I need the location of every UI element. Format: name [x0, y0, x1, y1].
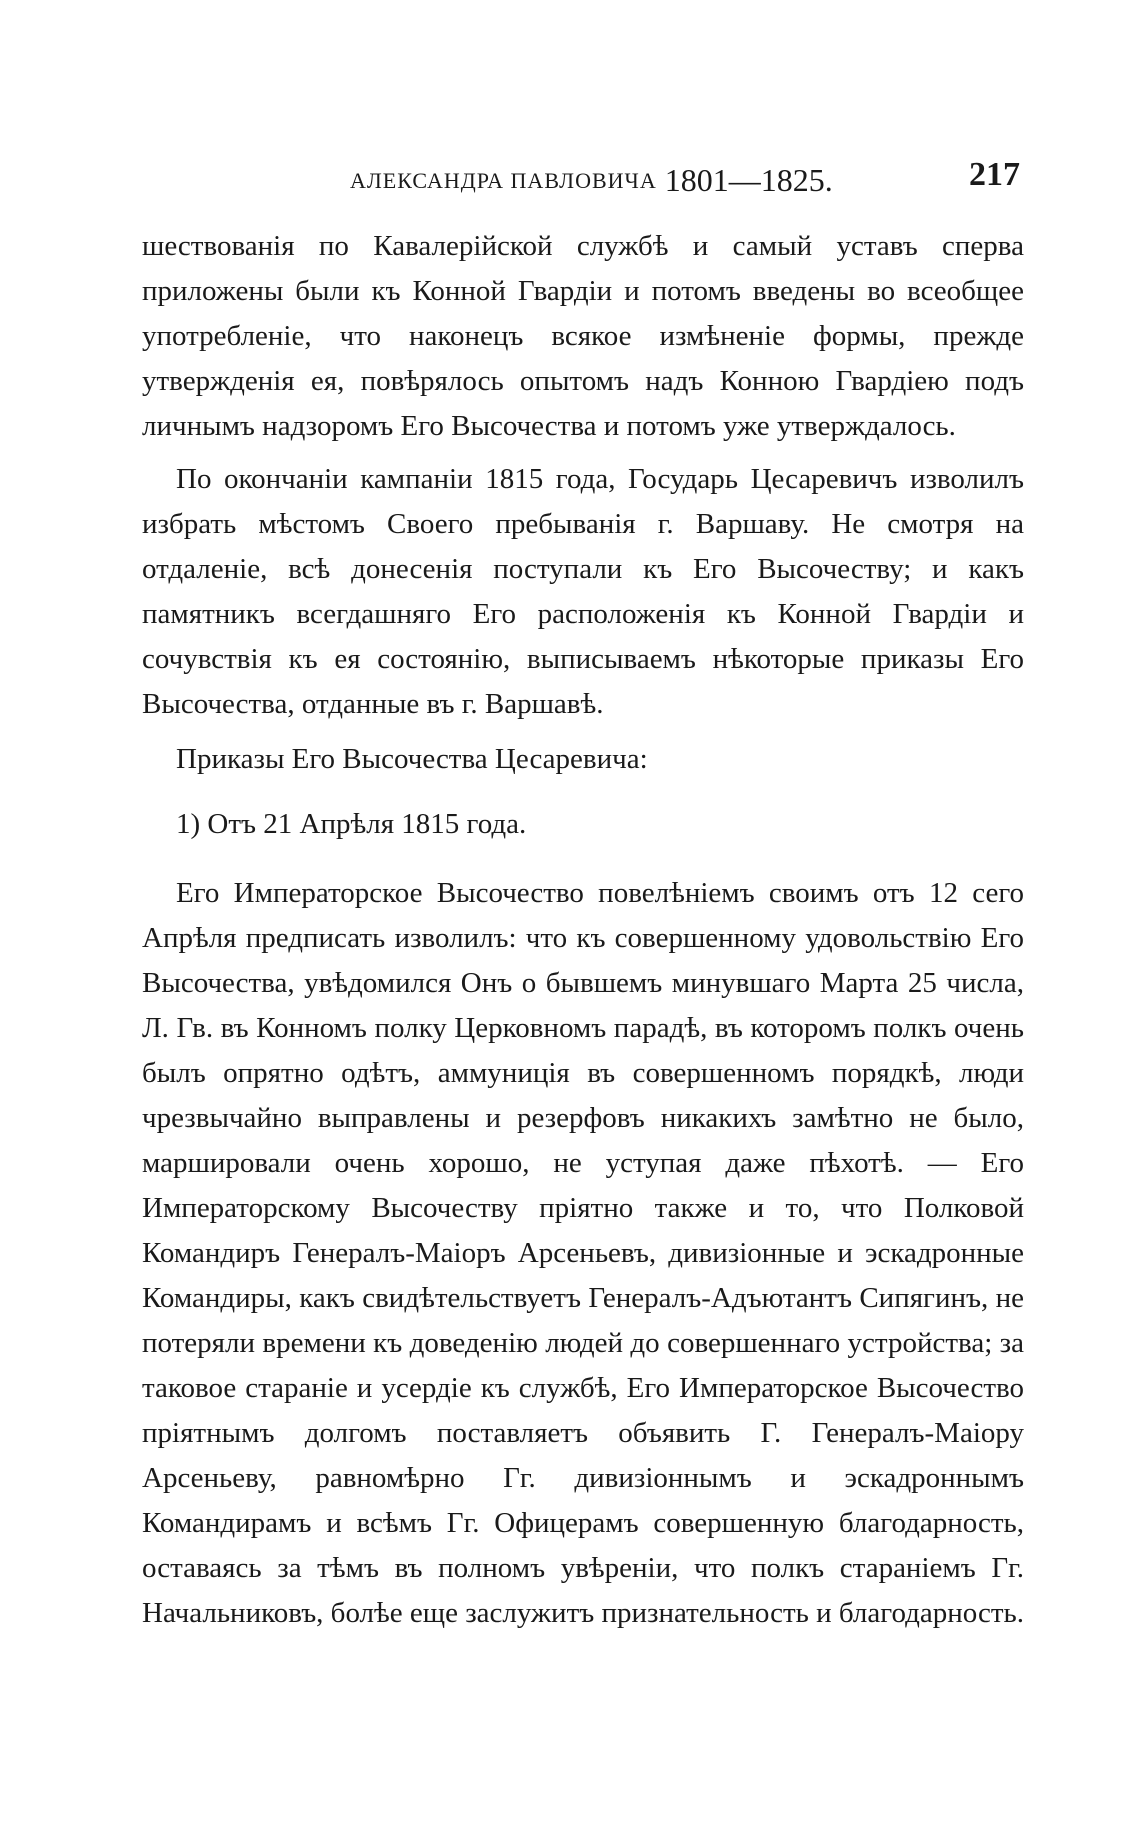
order-date-heading: 1) Отъ 21 Апрѣля 1815 года.	[176, 808, 527, 840]
page-number: 217	[969, 156, 1020, 193]
running-title	[350, 162, 833, 199]
orders-heading: Приказы Его Высочества Цесаревича:	[176, 743, 648, 775]
running-title-years: 1801—1825.	[664, 162, 833, 198]
order-text-paragraph: Его Императорское Высочество повелѣніемъ своимъ отъ 12 сего Апрѣля предписать изволилъ: что къ совершенному удовольствію Его Высочества, увѣдомился Онъ о бывшемъ минувшаго Марта 25 числа, Л. Гв. въ Конномъ полку Церковномъ парадѣ, въ которомъ полкъ очень былъ опрятно одѣтъ, аммуниція въ совершенномъ порядкѣ, люди чрезвычайно выправлены и резерфовъ никакихъ замѣтно не было, маршировали очень хорошо, не уступая даже пѣхотѣ. — Его Императорскому Высочеству пріятно также и то, что Полковой Командиръ Генералъ-Маіоръ Арсеньевъ, дивизіонные и эскадронные Командиры, какъ свидѣтельствуетъ Генералъ-Адъютантъ Сипягинъ, не потеряли времени къ доведенію людей до совершеннаго устройства; за таковое стараніе и усердіе къ службѣ, Его Императорское Высочество пріятнымъ долгомъ поставляетъ объявить Г. Генералъ-Маіору Арсеньеву, равномѣрно Гг. дивизіоннымъ и эскадроннымъ Командирамъ и всѣмъ Гг. Офицерамъ совершенную благодарность, оставаясь за тѣмъ въ полномъ увѣреніи, что полкъ стараніемъ Гг. Начальниковъ, болѣе еще заслужитъ признательность и благодарность.	[142, 877, 1024, 1629]
paragraph-campaign-1815: По окончаніи кампаніи 1815 года, Государь Цесаревичъ изволилъ избрать мѣстомъ Своего пребыванія г. Варшаву. Не смотря на отдаленіе, всѣ донесенія поступали къ Его Высочеству; и какъ памятникъ всегдашняго Его расположенія къ Конной Гвардіи и сочувствія къ ея состоянію, выписываемъ нѣкоторые приказы Его Высочества, отданные въ г. Варшавѣ.	[142, 463, 1024, 720]
running-head	[145, 156, 1020, 200]
paragraph-continuation: шествованія по Кавалерійской службѣ и самый уставъ сперва приложены были къ Конной Гвардіи и потомъ введены во всеобщее употребленіе, что наконецъ всякое измѣненіе формы, прежде утвержденія ея, повѣрялось опытомъ надъ Конною Гвардіею подъ личнымъ надзоромъ Его Высочества и потомъ уже утверждалось.	[142, 230, 1024, 442]
running-title-text: АЛЕКСАНДРА ПАВЛОВИЧА	[350, 168, 657, 193]
body-text	[142, 224, 1024, 1644]
